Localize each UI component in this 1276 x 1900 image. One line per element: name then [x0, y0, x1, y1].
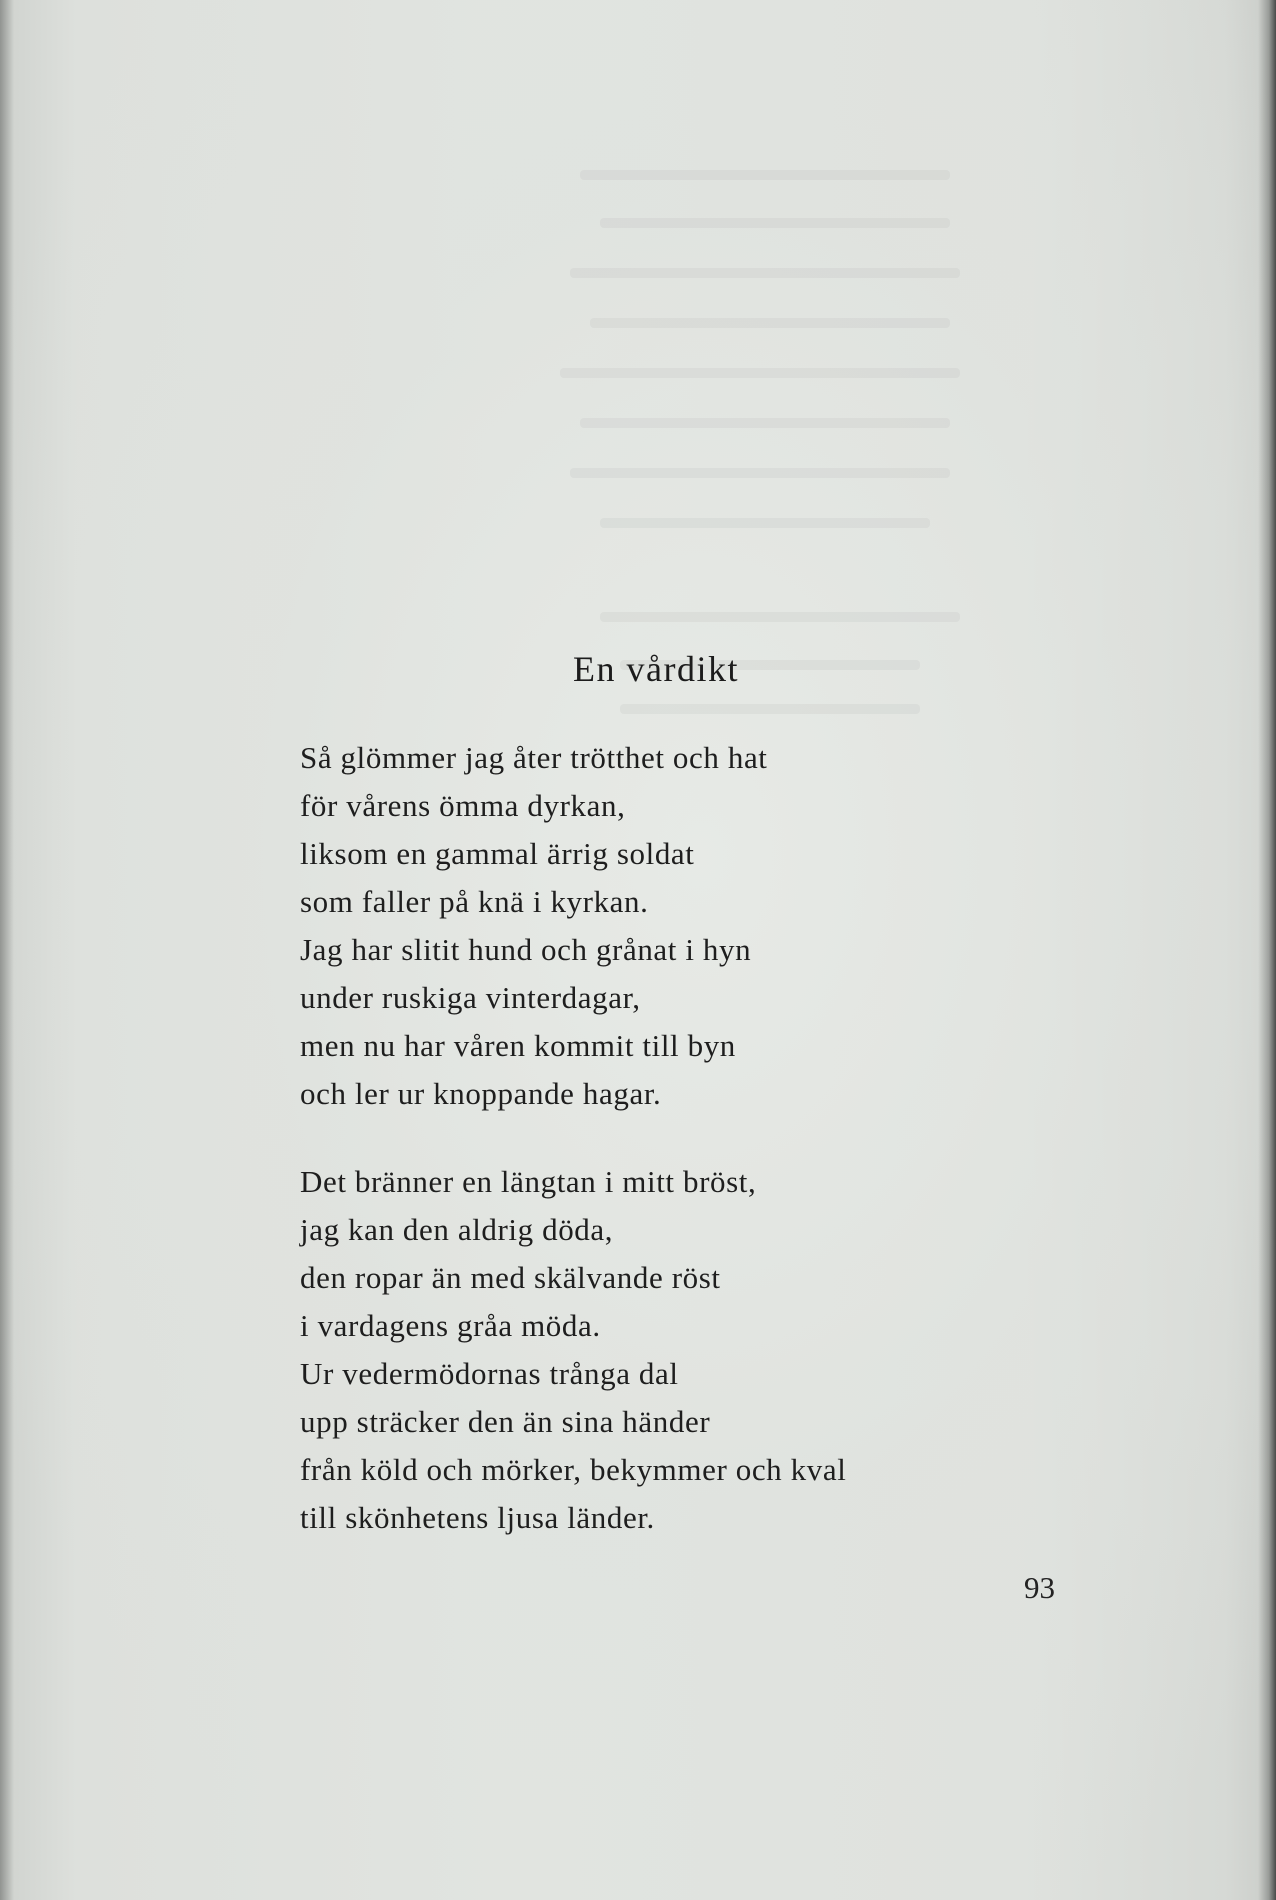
- poem-line: liksom en gammal ärrig soldat: [300, 836, 695, 871]
- poem-line: jag kan den aldrig döda,: [300, 1212, 614, 1247]
- poem-line: under ruskiga vinterdagar,: [300, 980, 641, 1015]
- page-right-edge-shadow: [1258, 0, 1276, 1900]
- poem-title: En vårdikt: [573, 649, 739, 689]
- page-number: 93: [1024, 1570, 1055, 1605]
- poem-line: upp sträcker den än sina händer: [300, 1404, 711, 1439]
- poem-line: Jag har slitit hund och grånat i hyn: [300, 932, 752, 967]
- poem-line: och ler ur knoppande hagar.: [300, 1076, 662, 1111]
- page-left-edge-shadow: [0, 0, 14, 1900]
- poem-line: men nu har våren kommit till byn: [300, 1028, 736, 1063]
- stanza: [300, 1158, 1000, 1542]
- poem-line: till skönhetens ljusa länder.: [300, 1500, 655, 1535]
- poem-line: Så glömmer jag åter trötthet och hat: [300, 740, 768, 775]
- poem-line: i vardagens gråa möda.: [300, 1308, 601, 1343]
- poem-line: Ur vedermödornas trånga dal: [300, 1356, 679, 1391]
- poem-line: som faller på knä i kyrkan.: [300, 884, 649, 919]
- poem-line: för vårens ömma dyrkan,: [300, 788, 626, 823]
- poem-line: den ropar än med skälvande röst: [300, 1260, 721, 1295]
- poem-line: Det bränner en längtan i mitt bröst,: [300, 1164, 757, 1199]
- stanza: [300, 734, 1000, 1118]
- poem-line: från köld och mörker, bekymmer och kval: [300, 1452, 847, 1487]
